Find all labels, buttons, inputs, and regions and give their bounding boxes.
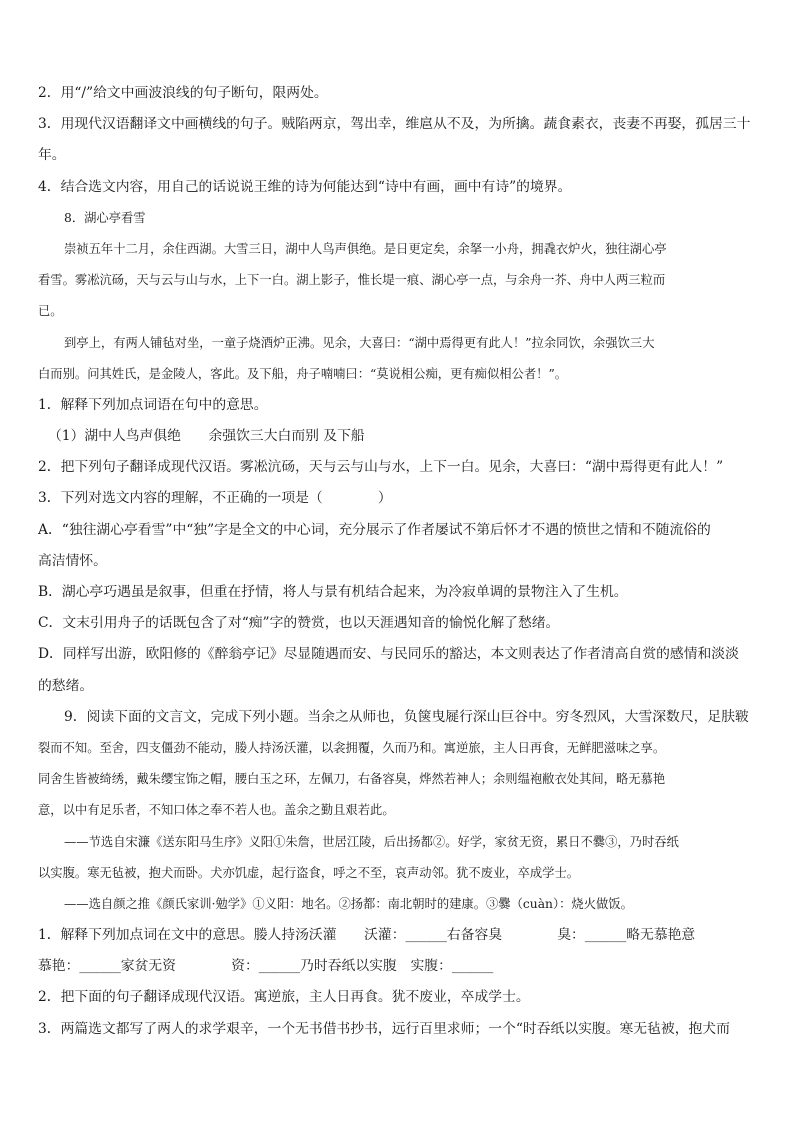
question-line: 2．把下列句子翻译成现代汉语。雾凇沆砀，天与云与山与水，上下一白。见余，大喜曰：“湖中焉得更有此人！” [38, 459, 724, 476]
passage-9-source: ——节选自宋濂《送东阳马生序》义阳①朱詹，世居江陵，后出扬都②。好学，家贫无资，累日不爨③，乃时吞纸 [64, 834, 679, 849]
option-b: B．湖心亭巧遇虽是叙事，但重在抒情，将人与景有机结合起来，为冷寂单调的景物注入了生机。 [38, 584, 628, 600]
option-d: D．同样写出游，欧阳修的《醉翁亭记》尽显随遇而安、与民同乐的豁达，本文则表达了作者清高自赏的感情和淡淡 [38, 646, 739, 663]
passage-8-text: 看雪。雾凇沆砀，天与云与山与水，上下一白。湖上影子，惟长堤一痕、湖心亭一点，与余舟一芥、舟中人两三粒而 [38, 273, 666, 288]
question-3-continuation: 年。 [38, 147, 66, 164]
option-c: C．文末引用舟子的话既包含了对“痴”字的赞赏，也以天涯遇知音的愉悦化解了愁绪。 [38, 615, 560, 632]
passage-9-intro: 9．阅读下面的文言文，完成下列小题。当余之从师也，负箧曳屣行深山巨谷中。穷冬烈风，大雪深数尺，足肤皲 [64, 708, 749, 725]
option-a: A．“独往湖心亭看雪”中“独”字是全文的中心词，充分展示了作者屡试不第后怀才不遇的愤世之情和不随流俗的 [38, 521, 711, 538]
option-d-continuation: 的愁绪。 [38, 677, 94, 694]
question-line: 1．解释下列加点词在文中的意思。媵人持汤沃灌 沃灌：______右备容臭 臭：______略无慕艳意 [38, 927, 696, 944]
question-2-line: 2．用“/”给文中画波浪线的句子断句，限两处。 [38, 85, 328, 101]
question-3-line: 3．用现代汉语翻译文中画横线的句子。贼陷两京，驾出幸，维扈从不及，为所擒。蔬食素衣，丧妻不再娶，孤居三十 [38, 116, 751, 133]
question-line: 1．解释下列加点词语在句中的意思。 [38, 396, 268, 413]
passage-9-text: 以实腹。寒无毡被，抱犬而卧。犬亦饥虚，起行盗食，呼之不至，哀声动邻。犹不废业，卒成学士。 [38, 865, 580, 880]
passage-9-text: 意，以中有足乐者，不知口体之奉不若人也。盖余之勤且艰若此。 [38, 803, 395, 818]
passage-8-text: 到亭上，有两人铺毡对坐，一童子烧酒炉正沸。见余，大喜曰：“湖中焉得更有此人！”拉余同饮，余强饮三大 [64, 335, 655, 350]
question-line: 3．下列对选文内容的理解，不正确的一项是（ ） [38, 490, 392, 507]
document-page [38, 78, 758, 1045]
question-line: 慕艳：______家贫无资 资：______乃时吞纸以实腹 实腹：______ [38, 958, 494, 975]
question-line: 2．把下面的句子翻译成现代汉语。寓逆旅，主人日再食。犹不废业，卒成学士。 [38, 989, 530, 1006]
option-a-continuation: 高洁情怀。 [38, 552, 107, 569]
question-line: （1）湖中人鸟声俱绝 余强饮三大白而别 及下船 [48, 428, 365, 445]
passage-9-text: 裂而不知。至舍，四支僵劲不能动，媵人持汤沃灌，以衾拥覆，久而乃和。寓逆旅，主人日再食，无鲜肥滋味之享。 [38, 740, 666, 755]
passage-8-text: 白而别。问其姓氏，是金陵人，客此。及下船，舟子喃喃曰：“莫说相公痴，更有痴似相公者！”。 [38, 366, 568, 381]
passage-9-notes: ——选自颜之推《颜氏家训·勉学》①义阳：地名。②扬都：南北朝时的建康。③爨（cuàn）：烧火做饭。 [64, 896, 633, 911]
question-line: 3．两篇选文都写了两人的求学艰辛，一个无书借书抄书，远行百里求师；一个“时吞纸以实腹。寒无毡被，抱犬而 [38, 1020, 730, 1037]
passage-8-text: 已。 [38, 304, 63, 319]
passage-8-text: 崇祯五年十二月，余住西湖。大雪三日，湖中人鸟声俱绝。是日更定矣，余拏一小舟，拥毳衣炉火，独往湖心亭 [64, 241, 667, 256]
question-4-line: 4．结合选文内容，用自己的话说说王维的诗为何能达到“诗中有画，画中有诗”的境界。 [38, 178, 572, 195]
passage-9-text: 同舍生皆被绮绣，戴朱缨宝饰之帽，腰白玉之环，左佩刀，右备容臭，烨然若神人；余则缊袍敝衣处其间，略无慕艳 [38, 772, 666, 787]
passage-8-title: 8．湖心亭看雪 [64, 210, 146, 225]
